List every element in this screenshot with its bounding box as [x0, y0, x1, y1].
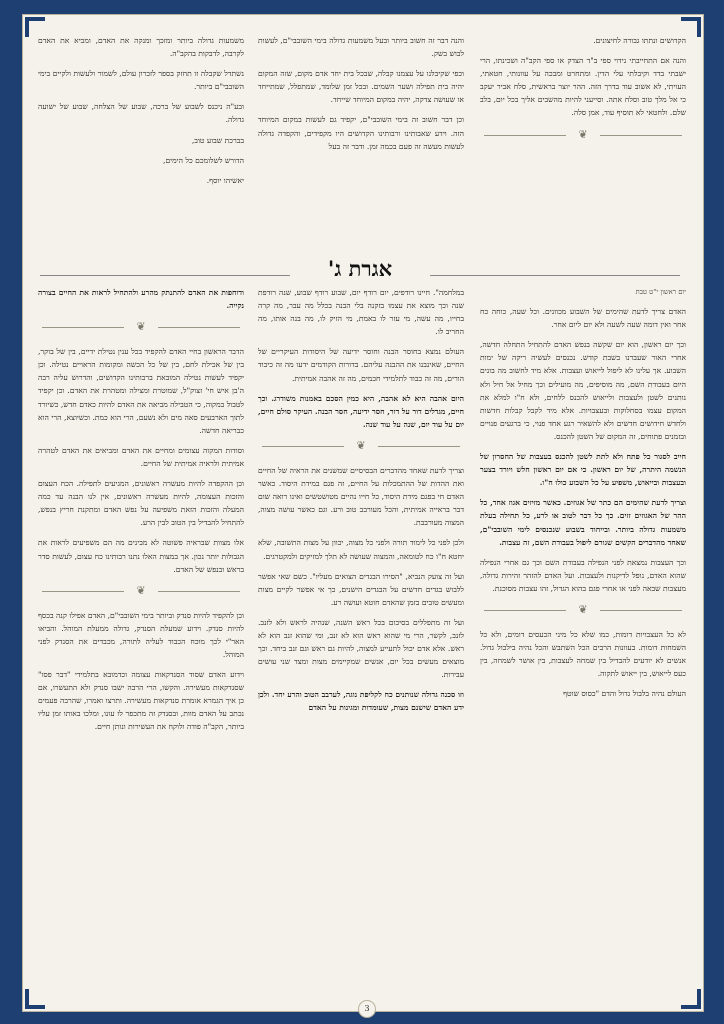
title-rule — [430, 275, 680, 276]
right-column — [480, 286, 686, 998]
middle-column — [258, 286, 464, 998]
top-middle-column — [258, 34, 464, 244]
paragraph: ועל זה מתפללים בסיכום בכל ראש השנה, שנהיה לראש ולא לזנב. לזנב, לקשר, הרי מי שהוא ראש הוא לא זנב, ומי שהוא זנב הוא לא ראש. אלא אדם יכול לתעייע למצוה, להיות גם ראש וגם זנב ביחד. וכך מוצאים מעשים בכל יום, אנשים שמקיימים מצות ומצד שני עושים עבירות. — [258, 617, 464, 680]
paragraph: העולם נמצא בחוסר הבנה וחוסר ידיעה של היסודות העיקריים של החיים, שאינבנו את ההבנה עליהם. בדורות הקודמים ידעו מה זה כיבוד הורים, מה זה כבוד לתלמידי חכמים, מה זה אהבה אמיתית. — [258, 347, 464, 383]
paragraph: והנה אם התחייבתי נידוי ספי ב"ד הצדק או ספי הקב"ה ושכינתו, הרי ישבתי בדד וקיבלתי עלי הדין. ומתחרט ומבכה על עוונותי, חטאתי, העויתי, לא אשוב עוד בדרך הזה. ההר יוצר בראשית, סלח אביר יעקב כי אל מלך טוב וסלח אתה. וסייעני להיות מהשבים אליך בכל יום, בלב שלם. ולחטאי לא תוסיף עוד, אמן סלה. — [480, 56, 686, 118]
signature-name: יאשיהו יוסף. — [206, 175, 244, 185]
paragraph: והנה דבר זה חשוב ביותר ובעל משמעות גדולה בימי השובבי"ם, לעשות לבוש בשק. — [258, 36, 464, 59]
paragraph: וידוע האדם שסוד הסנדקאות עצומה וכדמובא בתלמידי "דבר פסו" שסנדקאות מעשירה. והקשו, הרי הרבה ישבו סנדק ולא התעשרו, אם כן איך הגמרא אומרת סנדקאות מעשירה. ותרצו ואמרו, שהרבה פעמים נכתב על האדם מוות, ובסנדק זה מתכפר לו עונו, ומלכו באותו זמן עליו ביותר, הקב"ה פודה ולוקח את העשירות ונותן חיים. — [38, 670, 244, 732]
paragraph: ובע"ה ניכנס לשבוע של ברכה, שבוע של הצלחה, שבוע של ישועה גדולה. — [38, 102, 244, 125]
paragraph: ועל זה צועק הנביא, "הסירו הבגדים הצואים מעליו". כשם שאי אפשר ללבוש בגדים חדשים על הבגדים הישנים, כך אי אפשר לקיים מצות ומעשים טובים בזמן שהאדם חוטא ועושה רע. — [258, 571, 464, 607]
top-left-column — [38, 34, 244, 250]
paragraph: וכפי שקיבלנו על עצמנו קבלה, שבכל בית יחד אדם מקום, שזה המקום יהיה בית תפילה ושער השמים. ובכל זמן שלומד, שמתפלל, שמתייחד או שעושה צדקה, יהיה במקום המיוחד שייחד. — [258, 69, 464, 105]
paragraph: וכן ההקפדה להיות מעשרה ראשונים, המגיעים לתפילה. הכח העצום והזכות העצומה, להיות מעשרה ראשונים, אין לנו הבנה עד כמה המעלה והזכות הזאת משפיעה על נפש האדם ומתקנת חריץ בנפש, להתחיל להבדיל בין הטוב לבין הרע. — [38, 479, 244, 528]
divider-ornament: ❦ — [480, 127, 686, 145]
left-column — [38, 286, 244, 998]
divider-ornament: ❦ — [38, 583, 244, 601]
page-number: 3 — [358, 1000, 376, 1018]
paragraph: וכך העצבות נמצאת לפני הנפילה בעבודת השם וכך גם אחרי הנפילה שהוא האדם, נופל לדיקנות ולעצבות. ועל האדם להזהר זהירות גדולה, מעצבות שבאה לפני או אחרי פגם בהוא הגדול, זהו עצבות מסוכנת. — [480, 557, 686, 593]
paragraph: חייב לסגור כל פתח ולא לתת לשטן להכנס בעצבות של החסרון של הנשמה היתרה, של יום ראשון. כי אם יום ראשון חלש ויורד בצער ובעצבות ובייאוש, משפיע על כל השבוע כולו ח"ו. — [480, 452, 686, 488]
paragraph: היום אהבה היא לא אהבה, היא כמין הסכם באמנות משודרג. וכך חיים, מגדלים דור על דור, חסר ידיעה, חסר הבנה. העיקר סולם חיים, יום על עוד יום, שנה על עוד שנה. — [258, 393, 464, 429]
paragraph: אלו מצוות שבראיה פשוטה לא מבינים מה הם משפיעים לראות את הגבולות יותר נכון. אך במצות האלו נתנו רבותינו כח עצום, לעשות סדר בראש ובנפש של האדם. — [38, 538, 244, 574]
paragraph: משמעות גדולה ביותר ומזכך ומנקה את האדם, ומביא את האדם לקרבה, לדבקות בהקב"ה. — [38, 36, 244, 59]
paragraph: ודוחפות את האדם להתנתק מהרע ולהתחיל לראות את החיים בצורה נקייה. — [38, 288, 244, 311]
paragraph: האדם צריך לדעת שהימים של השבוע מכוונים. וכל שעה, כוחה כח אחר ואין דומה שעה לשעה ולא יום ליום אחר. — [480, 307, 686, 330]
paragraph: לא כל העצבויות דומות, כמו שלא כל מיני הכעסים דומים, ולא כל השמחות דומות. בעוונות הרבים הכל השתבש והכל נהיה בילבול גדול. אנשים לא יודעים להבדיל בין שמחה לעצבות, בין אושר לשמחה, בין כעס לייאוש, בין ייאוש לתקוה. — [480, 629, 686, 679]
top-right-column — [480, 34, 686, 228]
paragraph: נשתדל שקבלה זו תחזק בספר לזכרון עולם, לשמור ולעשות ולקיים בימי השובבי"ם ביותר. — [38, 69, 244, 92]
paragraph: וזו סכנה גדולה שנותנים כח לקליפת נוגה, לערבב הטוב והרע יחד. ולכן ידע האדם שישנם מצות, שעומדות ומגינות על האדם — [258, 690, 464, 713]
paragraph: וסודות המקוה עצומים ומחיים את האדם ומביאים את האדם לטהרה אמיתית ולראיה אמיתית של החיים. — [38, 445, 244, 468]
divider-ornament: ❦ — [258, 438, 464, 456]
paragraph: במלחמה". חיינו רודפים, יום רודף יום, שבוע רודף שבוע, שנה רודפת שנה וכך מוצא את עצמו בזקנה בלי הבנה בכלל מה עבר, מה קרה בחייו, מה עשה, מי עזר לו באמת, מי הזיק לו, מה בנה אותו, מה החריב לו. — [258, 288, 464, 337]
paragraph: העולם נהיה בלבול גדול והדם "כסוס שוטף — [563, 689, 686, 699]
paragraph: וצריך לדעת שהימים הם כתר של אגוזים. כאשר מזיזים אגוז אחד, כל ההר של האגוזים זזים. כך כל דבר לטוב או לרע, כל תחילה בעלת משמעות גדולה ביותר. ובייחוד בשבוע שנכנסים לימי השובבי"ם, שאחד מהדברים הקשים שגורם ליפול בעבודת השם, זה עצבות. — [480, 498, 686, 547]
greeting-line: הדורש לשלומכם כל הימים, — [163, 155, 244, 165]
article-title: אגרת ג' — [327, 256, 393, 281]
date-note: יום ראשון י"ט טבת — [635, 288, 686, 296]
paragraph: הקדושים ונתתו גבורה לחיצונים. — [593, 36, 686, 45]
paragraph: הדבר הראשון בחיי האדם להקפיד בכל ענין נטילת ידיים, בין של בוקר, בין של אכילת לחם, בין של כל הכשה ומקומות הראויים נטילה. וכן יקפיד לעשות נטילה המובאת ברבותינו הקדושים, והדרוש עליה רבה ה'בן איש חי' זצוק"ל, שמוטרת ומצילה ומטהרת את האדם. וכן יקפיד לטבול במקוה, כי הטבילה מביאה את האדם להיות כאדם חדש, כשיורד לתוך הארבעים סאה מים ולא נשעם, הרי הוא כמת. וכשיוצא, הרי הוא כבריאה חדשה. — [38, 347, 244, 435]
divider-ornament: ❦ — [38, 319, 244, 337]
title-rule — [40, 275, 290, 276]
paragraph: ולכן לפני כל לימוד תורה ולפני כל מצוה, יכוון על מצות התשובה, שלא יחטא ח"ו כח לטומאה, והמצוה שעושה לא תלך למזיקים ולמקטרגים. — [258, 538, 464, 561]
paragraph: וכן דבר חשוב זה בימי השובבי"ם, יקפיד גם לעשות במקום המיוחד הזה. וידע שאבותינו ורבותינו הקדושים היו מקפידים, והקפדה גדולה לעשות מעשה זה פעם בכמה זמן. ודבר זה בעל — [258, 115, 464, 151]
paragraph: וכן להקפיד להיות סנדק וביותר בימי השובבי"ם, האדם אפילו קנה בכסף להיות סנדק. וידוע שמעלת הסנדק, גדולה ממעלת המוהל. והביאו האר"י לכך מוכח הכבוד לעליה לתורה, מכבדים את הסנדק לפני המוהל. — [38, 610, 244, 659]
divider-ornament: ❦ — [480, 602, 686, 620]
paragraph: וצריך לדעת שאחד מהדברים הבסיסיים שמשנים את הראיה של החיים ואת ההדות של ההתמכלות על החיים, זה פגם במידת היסוד. כאשר האדם חי בפגם מידת היסוד, כל חייו נהיים מטושטשים ואינו רואה שום דבר בראייה אמיתית, והכל מעורבב טוב ורע. וגם כאשר עושה מצוה, המצוה מעורבבת. — [258, 465, 464, 528]
paragraph: וכך יום ראשון, הוא יום שקשה בנפש האדם להתחיל התחלה חדשה, אחרי האור שעברנו בשבת קודש. נכנסים לעשיה ריקה של ימות השבוע. אך עלינו לא ליפול לייאוש ועצבות. אלא מיד לחשוב מה בונים היום בעבודת השם, מה מוסיפים, מה מועילים וכך מחיל אל חיל ולא נותנים לשטן ולעצבות ולייאוש להכנס ללחים, ולא ח"ו למלא את המקום עצמו בסחלוקות ובעצבויות. אלא מיד לקבל קבלות חדשות ולחדש חידושים חדשים ולא להשאיר רגע אחד פנוי, כי ברגעים פנויים ובזמנים פתוחים, זה המקום של השטן להכנס. — [480, 340, 686, 441]
greeting-line: בברכת שבוע טוב, — [191, 135, 244, 145]
